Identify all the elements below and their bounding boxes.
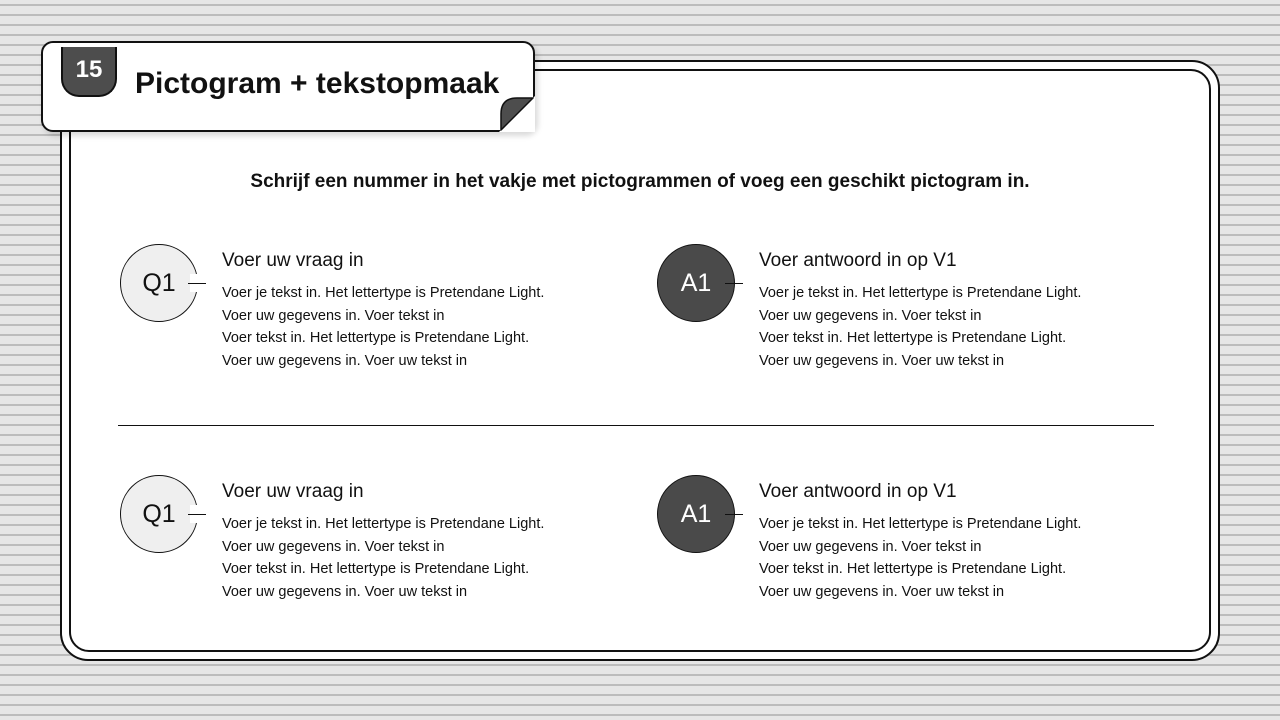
connector-line [725, 514, 743, 515]
body-line: Voer uw gegevens in. Voer tekst in [222, 538, 445, 555]
body-line: Voer uw gegevens in. Voer uw tekst in [222, 352, 468, 369]
answer-heading: Voer antwoord in op V1 [759, 481, 957, 502]
page-title: Pictogram + tekstopmaak [135, 67, 500, 100]
answer-icon-label: A1 [680, 499, 712, 528]
body-line: Voer uw gegevens in. Voer tekst in [759, 307, 982, 324]
answer-heading: Voer antwoord in op V1 [759, 250, 957, 271]
question-icon-label: Q1 [142, 499, 176, 528]
body-line: Voer je tekst in. Het lettertype is Pretendane Light. [222, 285, 545, 301]
body-line: Voer uw gegevens in. Voer uw tekst in [759, 583, 1005, 600]
question-icon-wrap [120, 475, 210, 555]
body-line: Voer tekst in. Het lettertype is Pretendane Light. [759, 330, 1067, 347]
question-body [222, 282, 544, 372]
answer-body [759, 513, 1081, 603]
body-line: Voer uw gegevens in. Voer tekst in [222, 307, 445, 324]
question-icon-wrap [120, 244, 210, 324]
answer-body [759, 282, 1081, 372]
body-line: Voer je tekst in. Het lettertype is Pretendane Light. [759, 516, 1082, 532]
section-divider [118, 425, 1154, 426]
body-line: Voer tekst in. Het lettertype is Pretendane Light. [759, 561, 1067, 578]
connector-line [188, 283, 206, 284]
page-fold-icon [499, 96, 535, 132]
question-circle-icon [120, 475, 198, 553]
body-line: Voer uw gegevens in. Voer tekst in [759, 538, 982, 555]
slide-number: 15 [75, 56, 103, 83]
slide-number-badge [61, 47, 117, 97]
answer-circle-icon [657, 244, 735, 322]
body-line: Voer tekst in. Het lettertype is Pretendane Light. [222, 330, 530, 347]
question-circle-icon [120, 244, 198, 322]
question-heading: Voer uw vraag in [222, 481, 364, 502]
body-line: Voer uw gegevens in. Voer uw tekst in [759, 352, 1005, 369]
question-body [222, 513, 544, 603]
title-tab [41, 41, 535, 132]
body-line: Voer uw gegevens in. Voer uw tekst in [222, 583, 468, 600]
question-icon-label: Q1 [142, 268, 176, 297]
instruction-text: Schrijf een nummer in het vakje met pictogrammen of voeg een geschikt pictogram in. [250, 171, 1030, 192]
body-line: Voer je tekst in. Het lettertype is Pretendane Light. [222, 516, 545, 532]
connector-line [188, 514, 206, 515]
body-line: Voer tekst in. Het lettertype is Pretendane Light. [222, 561, 530, 578]
question-heading: Voer uw vraag in [222, 250, 364, 271]
answer-icon-wrap [657, 475, 747, 555]
connector-line [725, 283, 743, 284]
answer-icon-label: A1 [680, 268, 712, 297]
body-line: Voer je tekst in. Het lettertype is Pretendane Light. [759, 285, 1082, 301]
answer-circle-icon [657, 475, 735, 553]
answer-icon-wrap [657, 244, 747, 324]
